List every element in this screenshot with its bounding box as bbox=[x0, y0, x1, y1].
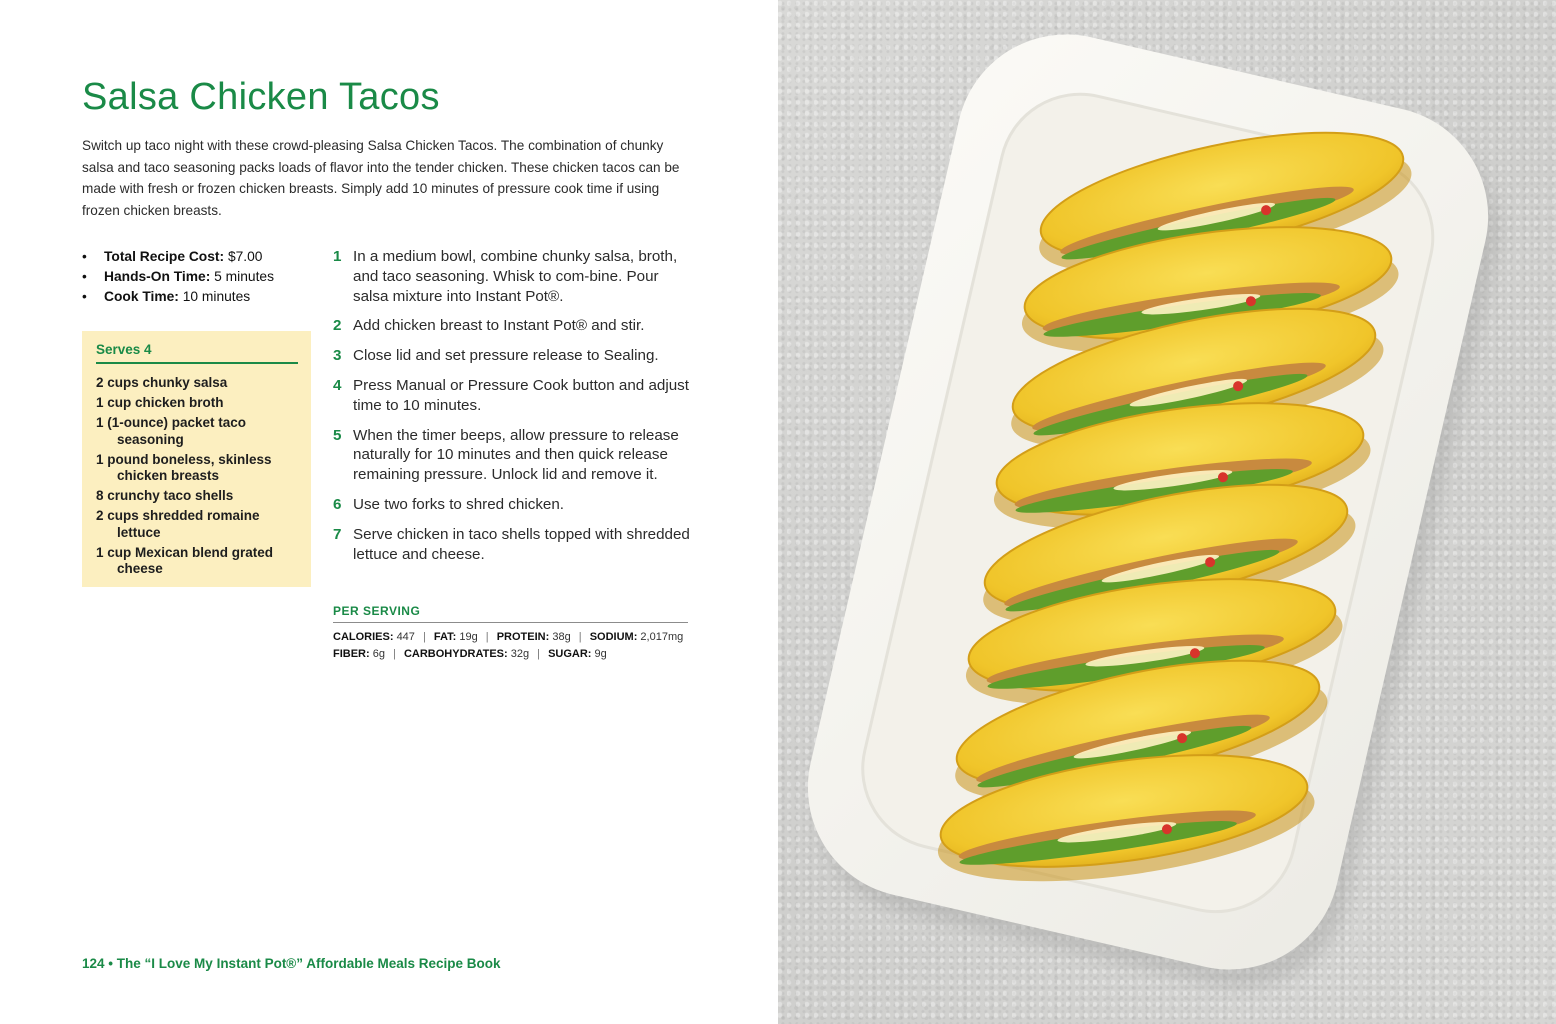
nutrition-value: 32g bbox=[510, 648, 530, 660]
step-text: Serve chicken in taco shells topped with shredded lettuce and cheese. bbox=[353, 525, 690, 563]
stat-value: 10 minutes bbox=[182, 289, 251, 304]
nutrition-value: 447 bbox=[396, 631, 415, 643]
direction-step bbox=[333, 346, 693, 366]
footer-dot: • bbox=[108, 956, 114, 971]
nutrition-label: SODIUM: bbox=[589, 631, 638, 643]
nutrition-separator: | bbox=[393, 648, 396, 660]
stat-hands-on-time bbox=[82, 267, 274, 287]
photo-illustration bbox=[778, 0, 1556, 1024]
step-text: Press Manual or Pressure Cook button and adjust time to 10 minutes. bbox=[353, 376, 689, 414]
page-number: 124 bbox=[82, 956, 105, 971]
step-text: In a medium bowl, combine chunky salsa, broth, and taco seasoning. Whisk to com-bine. Pour salsa mixture into Instant Pot®. bbox=[353, 248, 678, 305]
bullet: • bbox=[82, 289, 87, 304]
step-number: 5 bbox=[333, 426, 342, 444]
nutrition-value: 6g bbox=[372, 648, 385, 660]
direction-step bbox=[333, 247, 693, 306]
stat-label: Cook Time: bbox=[104, 289, 179, 304]
ingredient-item: 2 cups shredded romaine lettuce bbox=[96, 508, 260, 540]
nutrition-label: CALORIES: bbox=[333, 631, 394, 643]
step-number: 7 bbox=[333, 525, 342, 543]
bullet: • bbox=[82, 249, 87, 264]
direction-step bbox=[333, 495, 693, 515]
step-number: 2 bbox=[333, 317, 342, 335]
stat-value: 5 minutes bbox=[214, 269, 274, 284]
nutrition-facts bbox=[333, 629, 703, 663]
nutrition-row bbox=[333, 629, 703, 646]
step-text: Use two forks to shred chicken. bbox=[353, 495, 565, 513]
bullet: • bbox=[82, 269, 87, 284]
ingredients-list bbox=[96, 375, 301, 581]
step-number: 3 bbox=[333, 347, 342, 365]
step-number: 4 bbox=[333, 376, 342, 394]
nutrition-separator: | bbox=[422, 631, 426, 643]
stat-label: Total Recipe Cost: bbox=[104, 249, 225, 264]
nutrition-value: 38g bbox=[552, 631, 571, 643]
book-title: The “I Love My Instant Pot®” Affordable Meals Recipe Book bbox=[116, 956, 501, 971]
nutrition-label: CARBOHYDRATES: bbox=[403, 648, 508, 660]
ingredient-item: 1 pound boneless, skinless chicken breasts bbox=[96, 451, 272, 483]
nutrition-separator: | bbox=[485, 631, 489, 643]
nutrition-label: FAT: bbox=[433, 631, 457, 643]
nutrition-separator: | bbox=[537, 648, 540, 660]
nutrition-row bbox=[333, 646, 703, 663]
stat-cook-time bbox=[82, 287, 274, 307]
per-serving-heading: PER SERVING bbox=[333, 604, 421, 618]
recipe-title: Salsa Chicken Tacos bbox=[82, 76, 440, 118]
ingredient-item: 1 (1-ounce) packet taco seasoning bbox=[96, 415, 247, 447]
nutrition-label: SUGAR: bbox=[548, 648, 592, 660]
step-number: 6 bbox=[333, 495, 342, 513]
directions-list bbox=[333, 247, 693, 574]
nutrition-value: 2,017mg bbox=[640, 631, 684, 643]
taco-platter-photo bbox=[778, 0, 1556, 1024]
recipe-intro: Switch up taco night with these crowd-pleasing Salsa Chicken Tacos. The combination of chunky salsa and taco seasoning packs loads of flavor into the tender chicken. These chicken tacos can be made with fresh or frozen chicken breasts. Simply add 10 minutes of pressure cook time if using frozen chicken breasts. bbox=[82, 138, 680, 218]
stat-label: Hands-On Time: bbox=[104, 269, 211, 284]
nutrition-label: FIBER: bbox=[333, 648, 370, 660]
direction-step bbox=[333, 426, 693, 485]
step-text: Add chicken breast to Instant Pot® and stir. bbox=[353, 317, 645, 335]
stat-value: $7.00 bbox=[227, 249, 263, 264]
direction-step bbox=[333, 376, 693, 416]
recipe-stats-list bbox=[82, 247, 274, 307]
ingredient-item: 2 cups chunky salsa bbox=[96, 375, 228, 390]
per-serving-divider bbox=[333, 622, 688, 623]
ingredient-item: 8 crunchy taco shells bbox=[96, 488, 234, 503]
nutrition-value: 9g bbox=[594, 648, 607, 660]
nutrition-value: 19g bbox=[459, 631, 478, 643]
ingredient-item: 1 cup Mexican blend grated cheese bbox=[96, 544, 274, 576]
direction-step bbox=[333, 525, 693, 565]
step-number: 1 bbox=[333, 248, 342, 265]
nutrition-label: PROTEIN: bbox=[496, 631, 550, 643]
step-text: Close lid and set pressure release to Sealing. bbox=[353, 347, 659, 365]
ingredient-item: 1 cup chicken broth bbox=[96, 395, 224, 410]
nutrition-separator: | bbox=[578, 631, 582, 643]
step-text: When the timer beeps, allow pressure to release naturally for 10 minutes and then quick release remaining pressure. Unlock lid and remove it. bbox=[353, 426, 679, 484]
stat-total-cost bbox=[82, 247, 274, 267]
serves-heading: Serves 4 bbox=[96, 342, 152, 357]
page-footer bbox=[82, 956, 501, 971]
serves-divider bbox=[96, 362, 298, 364]
direction-step bbox=[333, 316, 693, 336]
ingredients-box bbox=[82, 331, 311, 587]
